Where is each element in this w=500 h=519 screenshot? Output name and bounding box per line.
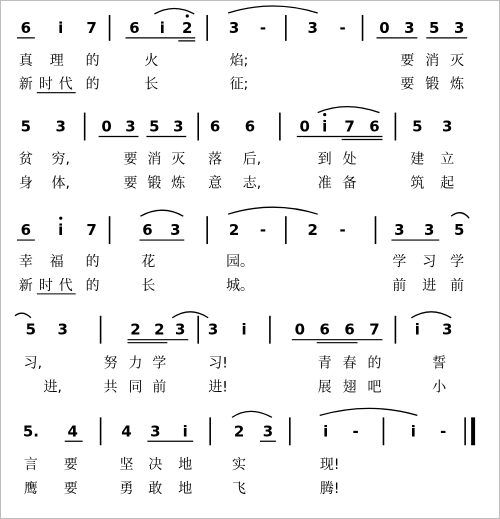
note: - [259, 221, 267, 240]
lyric: 春 [342, 355, 357, 372]
lyric: 炼 [450, 76, 465, 93]
lyric: 学 [392, 253, 407, 270]
note: 7 [86, 221, 97, 240]
lyric: 时 [38, 76, 53, 93]
lyric: 的 [85, 253, 100, 270]
lyric: 消 [425, 52, 440, 69]
note: 5 [453, 221, 465, 240]
note: 5 [149, 117, 160, 136]
lyric: 灭 [450, 52, 465, 69]
lyric: 建 [410, 151, 425, 168]
note: - [440, 422, 447, 441]
lyric: 前 [392, 277, 407, 294]
lyric: 贫 [18, 151, 33, 168]
lyric: 立 [440, 151, 455, 168]
note: 4 [67, 422, 78, 441]
note: i [323, 422, 329, 441]
lyric: 花 [141, 253, 156, 270]
lyric: 身 [18, 175, 33, 192]
note: 3 [394, 221, 405, 240]
note: 2 [228, 221, 240, 240]
note: 5 [25, 320, 37, 339]
system-4 [15, 312, 452, 396]
note: 3 [173, 117, 184, 136]
lyric: 到 [317, 151, 332, 168]
lyric: 处 [342, 151, 357, 168]
lyric: 地 [178, 481, 193, 498]
note: i [241, 320, 247, 339]
lyric: 准 [317, 175, 332, 192]
lyric: 学 [450, 253, 465, 270]
lyric: 征; [229, 76, 249, 93]
lyric: 志, [242, 175, 262, 192]
note: 2 [130, 320, 141, 339]
note: 6 [20, 18, 32, 37]
note: 3 [262, 422, 274, 441]
lyric: 进 [422, 277, 437, 294]
note: 0 [294, 320, 306, 339]
lyric: 锻 [147, 175, 162, 192]
lyric: 习 [422, 253, 437, 270]
note: 3 [170, 221, 181, 240]
lyric: 后, [242, 151, 262, 168]
lyric: 园。 [226, 253, 254, 270]
lyric: 灭 [171, 151, 186, 168]
lyric: 翅 [342, 379, 357, 396]
lyric: 起 [440, 175, 455, 192]
lyric: 共 [103, 379, 118, 396]
lyric: 要 [123, 175, 138, 192]
lyric: 长 [141, 277, 156, 294]
lyric: 习, [23, 355, 43, 372]
lyric: 城。 [226, 277, 254, 294]
lyric: 勇 [119, 481, 134, 498]
lyric: 幸 [18, 253, 33, 270]
note: 5 [20, 117, 32, 136]
note: 2 [154, 320, 165, 339]
lyric: 腾! [319, 481, 340, 498]
lyric: 要 [123, 151, 138, 168]
note: 5 [429, 18, 440, 37]
lyric: 的 [85, 277, 100, 294]
lyric: 吧 [367, 379, 382, 396]
system-5 [23, 408, 473, 497]
lyric: 要 [400, 52, 415, 69]
lyric: 穷, [51, 151, 70, 168]
lyric: 的 [85, 52, 100, 69]
lyric: 前 [450, 277, 465, 294]
lyric: 誓 [432, 355, 447, 372]
note: 6 [319, 320, 330, 339]
lyric: 意 [208, 175, 223, 192]
lyric: 鹰 [23, 481, 38, 498]
note: - [339, 221, 346, 240]
note: 2 [182, 18, 193, 37]
lyric: 青 [317, 355, 332, 372]
note: 0 [379, 18, 390, 37]
lyric: 备 [342, 175, 357, 192]
lyric: 飞 [232, 481, 247, 498]
lyric: 小 [432, 379, 447, 396]
note: i [58, 18, 64, 37]
lyric: 坚 [119, 457, 134, 474]
lyric: 学 [152, 355, 167, 372]
lyric: 福 [49, 253, 64, 270]
lyric: 言 [23, 457, 38, 474]
lyric: 代 [58, 76, 73, 93]
lyric: 筑 [410, 175, 425, 192]
note: 7 [369, 320, 380, 339]
lyric: 的 [85, 76, 100, 93]
note: 6 [129, 18, 140, 37]
note: 3 [55, 117, 66, 136]
system-1 [17, 6, 467, 93]
note: 6 [344, 320, 355, 339]
lyric: 要 [63, 457, 78, 474]
note: i [182, 422, 188, 441]
lyric: 地 [178, 457, 193, 474]
note: 7 [344, 117, 355, 136]
note: 6 [209, 117, 221, 136]
lyric: 进, [43, 379, 62, 396]
note: 3 [150, 422, 161, 441]
note: 3 [175, 320, 186, 339]
note: 3 [125, 117, 136, 136]
system-3 [17, 207, 469, 294]
note: 6 [369, 117, 380, 136]
lyric: 要 [400, 76, 415, 93]
system-2 [19, 107, 454, 192]
lyric: 代 [58, 277, 73, 294]
lyric: 锻 [425, 76, 440, 93]
lyric: 新 [18, 277, 33, 294]
note: i [322, 117, 328, 136]
note: 3 [207, 320, 219, 339]
lyric: 理 [49, 52, 64, 69]
note: i [414, 320, 420, 339]
note: 0 [101, 117, 112, 136]
note: 5. [22, 422, 39, 441]
note: 3 [404, 18, 415, 37]
note: i [410, 422, 416, 441]
lyric: 前 [152, 379, 167, 396]
lyric: 焰; [229, 52, 249, 69]
lyric: 实 [232, 457, 247, 474]
lyric: 决 [148, 457, 163, 474]
note: - [339, 18, 346, 37]
lyric: 落 [208, 151, 223, 168]
lyric: 真 [18, 52, 33, 69]
lyric: 同 [128, 379, 143, 396]
note: 4 [121, 422, 132, 441]
note: 6 [244, 117, 256, 136]
note: - [352, 422, 359, 441]
lyric: 展 [317, 379, 332, 396]
note: 3 [442, 320, 453, 339]
lyric: 习! [208, 355, 228, 372]
lyric: 炼 [171, 175, 186, 192]
note: 3 [307, 18, 318, 37]
note: i [159, 18, 165, 37]
lyric: 时 [38, 277, 53, 294]
note: 3 [442, 117, 453, 136]
note: 6 [20, 221, 32, 240]
lyric: 的 [367, 355, 382, 372]
lyric: 要 [63, 481, 78, 498]
lyric: 火 [144, 52, 159, 69]
note: 0 [299, 117, 310, 136]
note: 3 [228, 18, 240, 37]
note: - [259, 18, 267, 37]
note: 2 [233, 422, 245, 441]
lyric: 敢 [148, 481, 163, 498]
lyric: 长 [144, 76, 159, 93]
note: i [58, 221, 64, 240]
lyric: 新 [18, 76, 33, 93]
note: 5 [412, 117, 423, 136]
lyric: 现! [319, 457, 340, 474]
note: 2 [307, 221, 318, 240]
lyric: 努 [103, 355, 118, 372]
lyric: 进! [208, 379, 228, 396]
lyric: 力 [128, 355, 143, 372]
lyric: 体, [51, 175, 70, 192]
note: 3 [424, 221, 435, 240]
note: 3 [57, 320, 68, 339]
note: 6 [142, 221, 153, 240]
note: 3 [453, 18, 465, 37]
lyric: 消 [147, 151, 162, 168]
note: 7 [86, 18, 97, 37]
